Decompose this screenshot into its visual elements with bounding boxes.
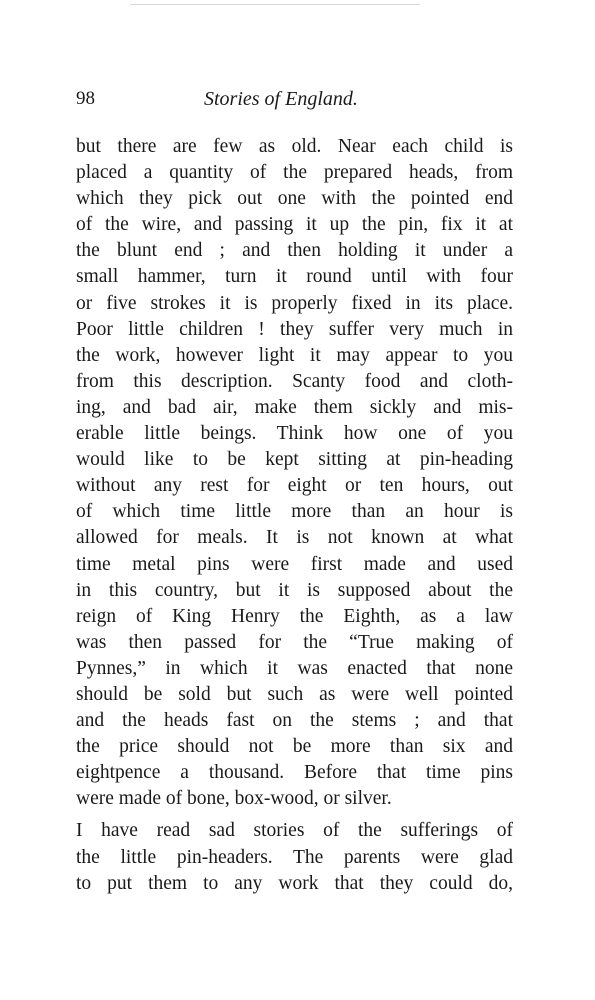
text-line: and the heads fast on the stems ; and that xyxy=(76,710,513,732)
text-line: of the wire, and passing it up the pin, fix it at xyxy=(76,214,513,236)
body-text xyxy=(76,134,513,897)
running-title: Stories of England. xyxy=(204,88,358,110)
text-line: reign of King Henry the Eighth, as a law xyxy=(76,605,513,627)
text-line: in this country, but it is supposed about the xyxy=(76,579,513,601)
text-line: without any rest for eight or ten hours, out xyxy=(76,475,513,497)
text-line: was then passed for the “True making of xyxy=(76,631,513,653)
text-line: erable little beings. Think how one of you xyxy=(76,423,513,445)
text-line: but there are few as old. Near each child is xyxy=(76,136,513,157)
text-line: placed a quantity of the prepared heads, from xyxy=(76,162,513,184)
page-number: 98 xyxy=(76,88,95,109)
text-line: Poor little children ! they suffer very much in xyxy=(76,318,513,340)
text-line: would like to be kept sitting at pin-heading xyxy=(76,449,513,471)
text-line: from this description. Scanty food and cloth- xyxy=(76,370,513,392)
text-line: I have read sad stories of the sufferings of xyxy=(76,820,513,842)
text-line: should be sold but such as were well pointed xyxy=(76,683,513,705)
text-line: ing, and bad air, make them sickly and mis- xyxy=(76,396,513,418)
page-header xyxy=(76,88,516,118)
text-line: allowed for meals. It is not known at what xyxy=(76,527,513,549)
text-line: of which time little more than an hour is xyxy=(76,501,513,523)
text-line: which they pick out one with the pointed end xyxy=(76,188,513,210)
text-line: time metal pins were first made and used xyxy=(76,553,513,575)
scan-edge-line xyxy=(130,4,420,5)
text-line: were made of bone, box-wood, or silver. xyxy=(76,788,392,810)
text-line: eightpence a thousand. Before that time pins xyxy=(76,762,513,784)
text-line: or five strokes it is properly fixed in its place. xyxy=(76,292,513,314)
text-line: the work, however light it may appear to you xyxy=(76,344,513,366)
text-line: Pynnes,” in which it was enacted that none xyxy=(76,657,513,679)
text-line: the price should not be more than six and xyxy=(76,736,513,758)
paragraph-2 xyxy=(76,818,513,896)
text-line: the little pin-headers. The parents were glad xyxy=(76,846,513,868)
text-line: small hammer, turn it round until with four xyxy=(76,266,513,288)
text-line: to put them to any work that they could do, xyxy=(76,872,513,894)
paragraph-1 xyxy=(76,134,513,812)
text-line: the blunt end ; and then holding it under a xyxy=(76,240,513,262)
